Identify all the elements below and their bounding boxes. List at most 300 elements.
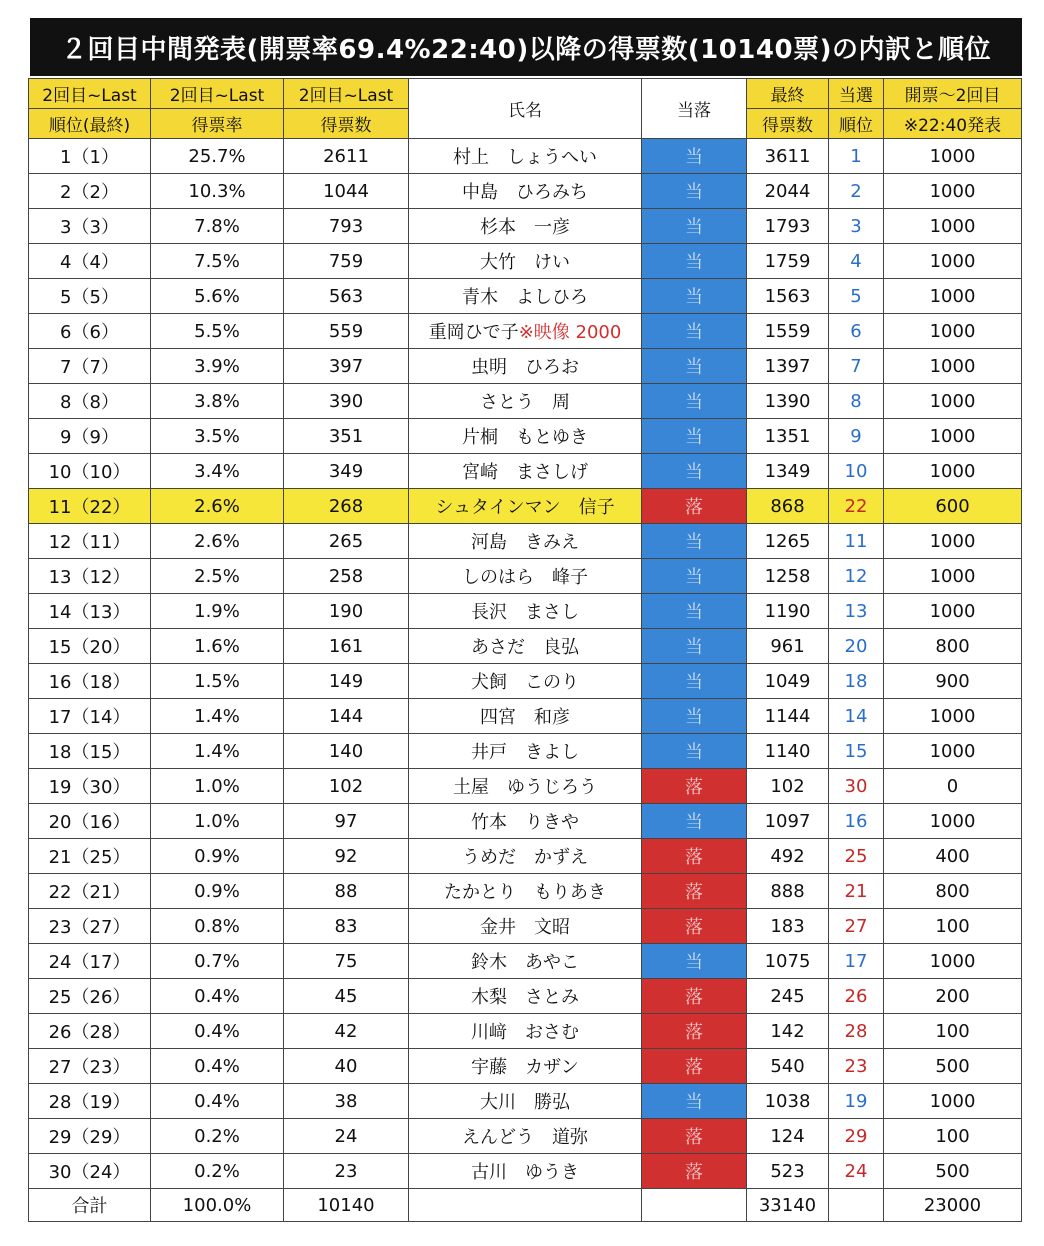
interim-cell: 100	[884, 1119, 1022, 1154]
elect-rank-cell: 15	[829, 734, 884, 769]
result-lose-badge: 落	[642, 1119, 747, 1154]
final-votes-cell: 3611	[747, 139, 829, 174]
interim-cell: 1000	[884, 454, 1022, 489]
header-rate-sub: 得票率	[151, 109, 284, 139]
header-votes: 2回目~Last	[284, 79, 409, 109]
rate-cell: 0.2%	[151, 1154, 284, 1189]
rank-cell: 8（8）	[29, 384, 151, 419]
final-votes-cell: 1140	[747, 734, 829, 769]
name-cell	[409, 1014, 642, 1049]
votes-cell: 349	[284, 454, 409, 489]
votes-cell: 40	[284, 1049, 409, 1084]
result-lose-badge: 落	[642, 1014, 747, 1049]
table-row	[29, 594, 1022, 629]
candidate-name: 片桐 もとゆき	[462, 427, 588, 448]
rate-cell: 1.0%	[151, 769, 284, 804]
elect-rank-cell: 4	[829, 244, 884, 279]
votes-cell: 265	[284, 524, 409, 559]
candidate-name: あさだ 良弘	[471, 637, 579, 658]
elect-rank-cell: 29	[829, 1119, 884, 1154]
interim-cell: 500	[884, 1154, 1022, 1189]
elect-rank-cell: 9	[829, 419, 884, 454]
result-win-badge: 当	[642, 244, 747, 279]
elect-rank-cell: 20	[829, 629, 884, 664]
final-votes-cell: 1351	[747, 419, 829, 454]
votes-cell: 149	[284, 664, 409, 699]
rank-cell: 5（5）	[29, 279, 151, 314]
total-name-empty	[409, 1189, 642, 1222]
candidate-name: 大竹 けい	[480, 252, 570, 273]
result-win-badge: 当	[642, 349, 747, 384]
candidate-name: 四宮 和彦	[480, 707, 570, 728]
total-elect-empty	[829, 1189, 884, 1222]
total-rate: 100.0%	[151, 1189, 284, 1222]
elect-rank-cell: 5	[829, 279, 884, 314]
votes-cell: 144	[284, 699, 409, 734]
elect-rank-cell: 7	[829, 349, 884, 384]
final-votes-cell: 2044	[747, 174, 829, 209]
interim-cell: 100	[884, 909, 1022, 944]
rate-cell: 5.5%	[151, 314, 284, 349]
rank-cell: 12（11）	[29, 524, 151, 559]
rank-cell: 16（18）	[29, 664, 151, 699]
result-lose-badge: 落	[642, 874, 747, 909]
final-votes-cell: 1390	[747, 384, 829, 419]
result-win-badge: 当	[642, 1084, 747, 1119]
interim-cell: 800	[884, 629, 1022, 664]
candidate-name: しのはら 峰子	[462, 567, 588, 588]
final-votes-cell: 1190	[747, 594, 829, 629]
final-votes-cell: 1397	[747, 349, 829, 384]
total-interim: 23000	[884, 1189, 1022, 1222]
table-row	[29, 454, 1022, 489]
result-win-badge: 当	[642, 524, 747, 559]
votes-cell: 38	[284, 1084, 409, 1119]
rank-cell: 21（25）	[29, 839, 151, 874]
votes-cell: 23	[284, 1154, 409, 1189]
rate-cell: 0.4%	[151, 979, 284, 1014]
rate-cell: 0.7%	[151, 944, 284, 979]
header-rate: 2回目~Last	[151, 79, 284, 109]
interim-cell: 200	[884, 979, 1022, 1014]
name-cell	[409, 314, 642, 349]
candidate-name: 宇藤 カザン	[471, 1057, 579, 1078]
table-row	[29, 944, 1022, 979]
final-votes-cell: 1349	[747, 454, 829, 489]
name-cell	[409, 874, 642, 909]
total-result-empty	[642, 1189, 747, 1222]
rate-cell: 0.4%	[151, 1014, 284, 1049]
votes-cell: 161	[284, 629, 409, 664]
rank-cell: 14（13）	[29, 594, 151, 629]
result-win-badge: 当	[642, 174, 747, 209]
result-win-badge: 当	[642, 629, 747, 664]
result-win-badge: 当	[642, 419, 747, 454]
table-row	[29, 734, 1022, 769]
elect-rank-cell: 26	[829, 979, 884, 1014]
final-votes-cell: 142	[747, 1014, 829, 1049]
rate-cell: 3.5%	[151, 419, 284, 454]
candidate-name: えんどう 道弥	[462, 1127, 588, 1148]
votes-cell: 390	[284, 384, 409, 419]
interim-cell: 1000	[884, 314, 1022, 349]
table-row	[29, 384, 1022, 419]
elect-rank-cell: 13	[829, 594, 884, 629]
elect-rank-cell: 1	[829, 139, 884, 174]
table-row	[29, 979, 1022, 1014]
rate-cell: 1.0%	[151, 804, 284, 839]
interim-cell: 1000	[884, 1084, 1022, 1119]
final-votes-cell: 1144	[747, 699, 829, 734]
rate-cell: 7.5%	[151, 244, 284, 279]
name-cell	[409, 769, 642, 804]
votes-cell: 45	[284, 979, 409, 1014]
candidate-name: うめだ かずえ	[462, 847, 588, 868]
rate-cell: 3.8%	[151, 384, 284, 419]
elect-rank-cell: 22	[829, 489, 884, 524]
rank-cell: 22（21）	[29, 874, 151, 909]
rank-cell: 23（27）	[29, 909, 151, 944]
header-interim-sub: ※22:40発表	[884, 109, 1022, 139]
elect-rank-cell: 3	[829, 209, 884, 244]
elect-rank-cell: 24	[829, 1154, 884, 1189]
votes-cell: 42	[284, 1014, 409, 1049]
candidate-name: 川﨑 おさむ	[471, 1022, 579, 1043]
name-cell	[409, 594, 642, 629]
candidate-name: さとう 周	[480, 392, 570, 413]
table-row	[29, 489, 1022, 524]
final-votes-cell: 868	[747, 489, 829, 524]
candidate-name: 竹本 りきや	[471, 812, 579, 833]
table-row	[29, 1014, 1022, 1049]
header-final: 最終	[747, 79, 829, 109]
votes-cell: 102	[284, 769, 409, 804]
final-votes-cell: 888	[747, 874, 829, 909]
result-win-badge: 当	[642, 804, 747, 839]
candidate-name: たかとり もりあき	[444, 882, 606, 903]
name-cell	[409, 804, 642, 839]
interim-cell: 1000	[884, 279, 1022, 314]
final-votes-cell: 102	[747, 769, 829, 804]
candidate-name: 青木 よしひろ	[462, 287, 588, 308]
elect-rank-cell: 2	[829, 174, 884, 209]
table-row	[29, 279, 1022, 314]
header-rank: 2回目~Last	[29, 79, 151, 109]
result-win-badge: 当	[642, 454, 747, 489]
results-table	[28, 78, 1022, 1222]
name-cell	[409, 909, 642, 944]
table-row	[29, 699, 1022, 734]
final-votes-cell: 1759	[747, 244, 829, 279]
rank-cell: 28（19）	[29, 1084, 151, 1119]
final-votes-cell: 1258	[747, 559, 829, 594]
votes-cell: 140	[284, 734, 409, 769]
result-lose-badge: 落	[642, 909, 747, 944]
result-win-badge: 当	[642, 734, 747, 769]
interim-cell: 600	[884, 489, 1022, 524]
result-win-badge: 当	[642, 314, 747, 349]
votes-cell: 351	[284, 419, 409, 454]
votes-cell: 759	[284, 244, 409, 279]
rate-cell: 3.4%	[151, 454, 284, 489]
interim-cell: 100	[884, 1014, 1022, 1049]
rate-cell: 0.4%	[151, 1084, 284, 1119]
rank-cell: 18（15）	[29, 734, 151, 769]
name-cell	[409, 629, 642, 664]
elect-rank-cell: 14	[829, 699, 884, 734]
final-votes-cell: 1049	[747, 664, 829, 699]
header-votes-sub: 得票数	[284, 109, 409, 139]
header-final-sub: 得票数	[747, 109, 829, 139]
interim-cell: 1000	[884, 139, 1022, 174]
elect-rank-cell: 25	[829, 839, 884, 874]
rate-cell: 5.6%	[151, 279, 284, 314]
final-votes-cell: 1075	[747, 944, 829, 979]
elect-rank-cell: 21	[829, 874, 884, 909]
total-final: 33140	[747, 1189, 829, 1222]
votes-cell: 563	[284, 279, 409, 314]
interim-cell: 500	[884, 1049, 1022, 1084]
name-cell	[409, 979, 642, 1014]
name-cell	[409, 664, 642, 699]
rank-cell: 11（22）	[29, 489, 151, 524]
name-cell	[409, 1049, 642, 1084]
elect-rank-cell: 28	[829, 1014, 884, 1049]
name-cell	[409, 244, 642, 279]
votes-cell: 24	[284, 1119, 409, 1154]
elect-rank-cell: 30	[829, 769, 884, 804]
rank-cell: 27（23）	[29, 1049, 151, 1084]
total-votes: 10140	[284, 1189, 409, 1222]
name-cell	[409, 734, 642, 769]
elect-rank-cell: 6	[829, 314, 884, 349]
name-cell	[409, 139, 642, 174]
final-votes-cell: 124	[747, 1119, 829, 1154]
votes-cell: 97	[284, 804, 409, 839]
rate-cell: 0.9%	[151, 839, 284, 874]
name-cell	[409, 419, 642, 454]
rate-cell: 0.8%	[151, 909, 284, 944]
final-votes-cell: 540	[747, 1049, 829, 1084]
votes-cell: 75	[284, 944, 409, 979]
rate-cell: 0.9%	[151, 874, 284, 909]
final-votes-cell: 1038	[747, 1084, 829, 1119]
table-row	[29, 909, 1022, 944]
final-votes-cell: 1265	[747, 524, 829, 559]
votes-cell: 793	[284, 209, 409, 244]
candidate-name: 長沢 まさし	[471, 602, 579, 623]
table-row	[29, 174, 1022, 209]
interim-cell: 900	[884, 664, 1022, 699]
elect-rank-cell: 16	[829, 804, 884, 839]
header-name: 氏名	[409, 79, 642, 139]
table-row	[29, 839, 1022, 874]
table-row	[29, 524, 1022, 559]
candidate-name: 河島 きみえ	[471, 532, 579, 553]
rate-cell: 1.5%	[151, 664, 284, 699]
result-lose-badge: 落	[642, 1154, 747, 1189]
rank-cell: 4（4）	[29, 244, 151, 279]
interim-cell: 1000	[884, 349, 1022, 384]
result-win-badge: 当	[642, 279, 747, 314]
table-row	[29, 874, 1022, 909]
header-elect: 当選	[829, 79, 884, 109]
votes-cell: 1044	[284, 174, 409, 209]
rate-cell: 1.9%	[151, 594, 284, 629]
rate-cell: 10.3%	[151, 174, 284, 209]
interim-cell: 1000	[884, 384, 1022, 419]
final-votes-cell: 1793	[747, 209, 829, 244]
name-cell	[409, 174, 642, 209]
elect-rank-cell: 23	[829, 1049, 884, 1084]
candidate-name: 木梨 さとみ	[471, 987, 579, 1008]
rank-cell: 6（6）	[29, 314, 151, 349]
candidate-name: 古川 ゆうき	[471, 1162, 579, 1183]
votes-cell: 397	[284, 349, 409, 384]
name-cell	[409, 699, 642, 734]
table-row	[29, 769, 1022, 804]
name-cell	[409, 454, 642, 489]
votes-cell: 2611	[284, 139, 409, 174]
result-win-badge: 当	[642, 139, 747, 174]
result-lose-badge: 落	[642, 769, 747, 804]
rate-cell: 1.6%	[151, 629, 284, 664]
result-win-badge: 当	[642, 664, 747, 699]
interim-cell: 1000	[884, 699, 1022, 734]
candidate-name: 土屋 ゆうじろう	[453, 777, 597, 798]
rank-cell: 17（14）	[29, 699, 151, 734]
candidate-name: 井戸 きよし	[471, 742, 579, 763]
header-rank-sub: 順位(最終)	[29, 109, 151, 139]
name-cell	[409, 384, 642, 419]
result-win-badge: 当	[642, 384, 747, 419]
final-votes-cell: 1563	[747, 279, 829, 314]
header-result: 当落	[642, 79, 747, 139]
result-win-badge: 当	[642, 559, 747, 594]
candidate-name: 村上 しょうへい	[453, 147, 597, 168]
rank-cell: 26（28）	[29, 1014, 151, 1049]
rank-cell: 13（12）	[29, 559, 151, 594]
elect-rank-cell: 12	[829, 559, 884, 594]
rank-cell: 1（1）	[29, 139, 151, 174]
table-row	[29, 629, 1022, 664]
candidate-name: 重岡ひで子	[428, 322, 519, 343]
candidate-note: ※映像 2000	[518, 322, 622, 343]
table-row	[29, 804, 1022, 839]
votes-cell: 559	[284, 314, 409, 349]
rate-cell: 1.4%	[151, 734, 284, 769]
rank-cell: 7（7）	[29, 349, 151, 384]
interim-cell: 1000	[884, 734, 1022, 769]
rate-cell: 2.5%	[151, 559, 284, 594]
rank-cell: 10（10）	[29, 454, 151, 489]
votes-cell: 268	[284, 489, 409, 524]
interim-cell: 800	[884, 874, 1022, 909]
interim-cell: 1000	[884, 594, 1022, 629]
candidate-name: シュタインマン 信子	[435, 497, 615, 518]
interim-cell: 1000	[884, 244, 1022, 279]
votes-cell: 92	[284, 839, 409, 874]
name-cell	[409, 1084, 642, 1119]
interim-cell: 1000	[884, 559, 1022, 594]
final-votes-cell: 1097	[747, 804, 829, 839]
elect-rank-cell: 18	[829, 664, 884, 699]
page-title: ２回目中間発表(開票率69.4%22:40)以降の得票数(10140票)の内訳と順位	[30, 18, 1022, 76]
votes-cell: 83	[284, 909, 409, 944]
total-label: 合計	[29, 1189, 151, 1222]
candidate-name: 杉本 一彦	[480, 217, 570, 238]
result-lose-badge: 落	[642, 1049, 747, 1084]
candidate-name: 大川 勝弘	[480, 1092, 570, 1113]
table-row	[29, 559, 1022, 594]
interim-cell: 0	[884, 769, 1022, 804]
result-win-badge: 当	[642, 699, 747, 734]
elect-rank-cell: 17	[829, 944, 884, 979]
rank-cell: 19（30）	[29, 769, 151, 804]
table-row	[29, 1084, 1022, 1119]
rank-cell: 20（16）	[29, 804, 151, 839]
name-cell	[409, 944, 642, 979]
rank-cell: 2（2）	[29, 174, 151, 209]
final-votes-cell: 245	[747, 979, 829, 1014]
name-cell	[409, 839, 642, 874]
header-row-top	[29, 79, 1022, 109]
name-cell	[409, 209, 642, 244]
candidate-name: 金井 文昭	[480, 917, 570, 938]
final-votes-cell: 523	[747, 1154, 829, 1189]
result-lose-badge: 落	[642, 839, 747, 874]
interim-cell: 1000	[884, 804, 1022, 839]
name-cell	[409, 1154, 642, 1189]
name-cell	[409, 1119, 642, 1154]
table-row	[29, 1154, 1022, 1189]
table-row	[29, 1119, 1022, 1154]
table-row	[29, 1049, 1022, 1084]
result-win-badge: 当	[642, 944, 747, 979]
table-row	[29, 244, 1022, 279]
header-elect-sub: 順位	[829, 109, 884, 139]
total-row	[29, 1189, 1022, 1222]
name-cell	[409, 524, 642, 559]
rate-cell: 3.9%	[151, 349, 284, 384]
rate-cell: 1.4%	[151, 699, 284, 734]
rank-cell: 30（24）	[29, 1154, 151, 1189]
table-row	[29, 664, 1022, 699]
interim-cell: 1000	[884, 419, 1022, 454]
votes-cell: 88	[284, 874, 409, 909]
result-lose-badge: 落	[642, 979, 747, 1014]
elect-rank-cell: 8	[829, 384, 884, 419]
elect-rank-cell: 27	[829, 909, 884, 944]
rank-cell: 15（20）	[29, 629, 151, 664]
result-win-badge: 当	[642, 209, 747, 244]
rate-cell: 2.6%	[151, 524, 284, 559]
votes-cell: 190	[284, 594, 409, 629]
rate-cell: 0.4%	[151, 1049, 284, 1084]
result-win-badge: 当	[642, 594, 747, 629]
name-cell	[409, 559, 642, 594]
table-row	[29, 419, 1022, 454]
elect-rank-cell: 10	[829, 454, 884, 489]
candidate-name: 犬飼 このり	[471, 672, 579, 693]
final-votes-cell: 492	[747, 839, 829, 874]
elect-rank-cell: 19	[829, 1084, 884, 1119]
candidate-name: 鈴木 あやこ	[471, 952, 579, 973]
header-interim: 開票～2回目	[884, 79, 1022, 109]
final-votes-cell: 183	[747, 909, 829, 944]
rank-cell: 3（3）	[29, 209, 151, 244]
final-votes-cell: 961	[747, 629, 829, 664]
